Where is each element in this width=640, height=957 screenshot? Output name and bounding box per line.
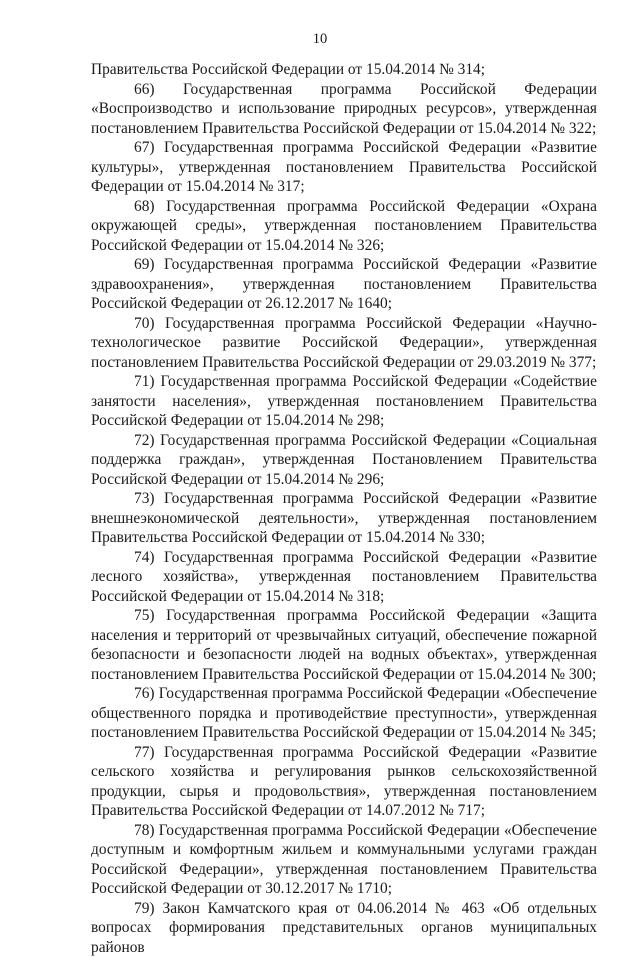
list-item-73: 73) Государственная программа Российской Федерации «Развитие внешнеэкономической деятельности», утвержденная постановлением Правительства Российской Федерации от 15.04.2014 № 330; — [91, 489, 597, 548]
list-item-66: 66) Государственная программа Российской Федерации «Воспроизводство и использование природных ресурсов», утвержденная постановлением Правительства Российской Федерации от 15.04.2014 № 322; — [91, 80, 597, 139]
page-number: 10 — [0, 30, 640, 48]
document-body — [91, 60, 597, 957]
list-item-70: 70) Государственная программа Российской Федерации «Научно-технологическое развитие Российской Федерации», утвержденная постановлением Правительства Российской Федерации от 29.03.2019 № 377; — [91, 314, 597, 373]
list-item-77: 77) Государственная программа Российской Федерации «Развитие сельского хозяйства и регулирования рынков сельскохозяйственной продукции, сырья и продовольствия», утвержденная постановлением Правительства Российской Федерации от 14.07.2012 № 717; — [91, 743, 597, 821]
list-item-78: 78) Государственная программа Российской Федерации «Обеспечение доступным и комфортным жильем и коммунальными услугами граждан Российской Федерации», утвержденная постановлением Правительства Российской Федерации от 30.12.2017 № 1710; — [91, 821, 597, 899]
list-item-76: 76) Государственная программа Российской Федерации «Обеспечение общественного порядка и противодействие преступности», утвержденная постановлением Правительства Российской Федерации от 15.04.2014 № 345; — [91, 684, 597, 743]
list-item-72: 72) Государственная программа Российской Федерации «Социальная поддержка граждан», утвержденная Постановлением Правительства Российской Федерации от 15.04.2014 № 296; — [91, 431, 597, 490]
list-item-67: 67) Государственная программа Российской Федерации «Развитие культуры», утвержденная постановлением Правительства Российской Федерации от 15.04.2014 № 317; — [91, 138, 597, 197]
list-item-68: 68) Государственная программа Российской Федерации «Охрана окружающей среды», утвержденная постановлением Правительства Российской Федерации от 15.04.2014 № 326; — [91, 197, 597, 256]
list-item-74: 74) Государственная программа Российской Федерации «Развитие лесного хозяйства», утвержденная постановлением Правительства Российской Федерации от 15.04.2014 № 318; — [91, 548, 597, 607]
list-item-69: 69) Государственная программа Российской Федерации «Развитие здравоохранения», утвержденная постановлением Правительства Российской Федерации от 26.12.2017 № 1640; — [91, 255, 597, 314]
list-item-75: 75) Государственная программа Российской Федерации «Защита населения и территорий от чрезвычайных ситуаций, обеспечение пожарной безопасности и безопасности людей на водных объектах», утвержденная постановлением Правительства Российской Федерации от 15.04.2014 № 300; — [91, 606, 597, 684]
paragraph-continuation: Правительства Российской Федерации от 15.04.2014 № 314; — [91, 60, 597, 80]
list-item-71: 71) Государственная программа Российской Федерации «Содействие занятости населения», утвержденная постановлением Правительства Российской Федерации от 15.04.2014 № 298; — [91, 372, 597, 431]
list-item-79: 79) Закон Камчатского края от 04.06.2014 № 463 «Об отдельных вопросах формирования представительных органов муниципальных районов — [91, 899, 597, 957]
